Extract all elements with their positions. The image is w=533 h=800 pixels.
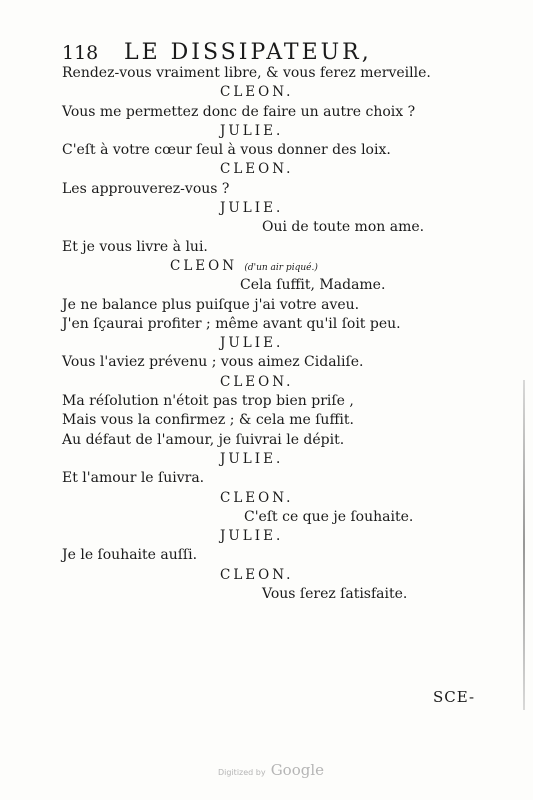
verse-line: Je le ſouhaite auſſi. (62, 547, 198, 564)
verse-line-indented: Oui de toute mon ame. (262, 219, 425, 236)
speaker-name: JULIE. (220, 528, 284, 545)
speaker-name: CLEON (170, 257, 238, 274)
verse-line: Rendez-vous vraiment libre, & vous ferez merveille. (62, 65, 431, 81)
verse-line-indented: C'eſt ce que je ſouhaite. (244, 508, 414, 525)
verse-line-indented: Cela ſuffit, Madame. (240, 277, 386, 294)
verse-line: J'en ſçaurai profiter ; même avant qu'il ſoit peu. (62, 315, 401, 332)
speaker-name: JULIE. (220, 122, 284, 139)
speaker-name: CLEON. (220, 373, 294, 390)
play-text (62, 64, 482, 604)
speaker-name: CLEON. (220, 489, 294, 506)
speaker-name: JULIE. (220, 200, 284, 217)
speaker-with-direction (62, 257, 482, 276)
page-edge-shadow (523, 380, 525, 710)
verse-line: Et je vous livre à lui. (62, 238, 208, 255)
page-number: 118 (62, 42, 99, 64)
verse-line: Je ne balance plus puiſque j'ai votre aveu. (62, 296, 360, 313)
verse-line: Mais vous la confirmez ; & cela me ſuffit. (62, 412, 354, 429)
google-logo: Google (270, 761, 325, 779)
verse-line: Vous me permettez donc de faire un autre choix ? (62, 103, 416, 120)
verse-line-indented: Vous ſerez ſatisfaite. (262, 586, 408, 603)
verse-line: Au défaut de l'amour, je ſuivrai le dépit. (62, 431, 345, 448)
speaker-name: CLEON. (220, 566, 294, 583)
speaker-name: JULIE. (220, 335, 284, 352)
page-header (62, 38, 482, 64)
running-title: LE DISSIPATEUR, (124, 40, 372, 65)
catchword: SCE- (433, 688, 476, 706)
verse-line: Les approuverez-vous ? (62, 180, 230, 197)
watermark-prefix: Digitized by (218, 768, 266, 777)
speaker-name: JULIE. (220, 450, 284, 467)
speaker-name: CLEON. (220, 161, 294, 178)
verse-line: Ma réſolution n'étoit pas trop bien priſe , (62, 393, 354, 410)
verse-line: Et l'amour le ſuivra. (62, 470, 205, 487)
verse-line: C'eſt à votre cœur ſeul à vous donner des loix. (62, 142, 391, 159)
speaker-name: CLEON. (220, 84, 294, 101)
verse-line: Vous l'aviez prévenu ; vous aimez Cidaliſe. (62, 354, 364, 371)
stage-direction: (d'un air piqué.) (244, 262, 318, 273)
digitization-watermark (218, 760, 324, 779)
